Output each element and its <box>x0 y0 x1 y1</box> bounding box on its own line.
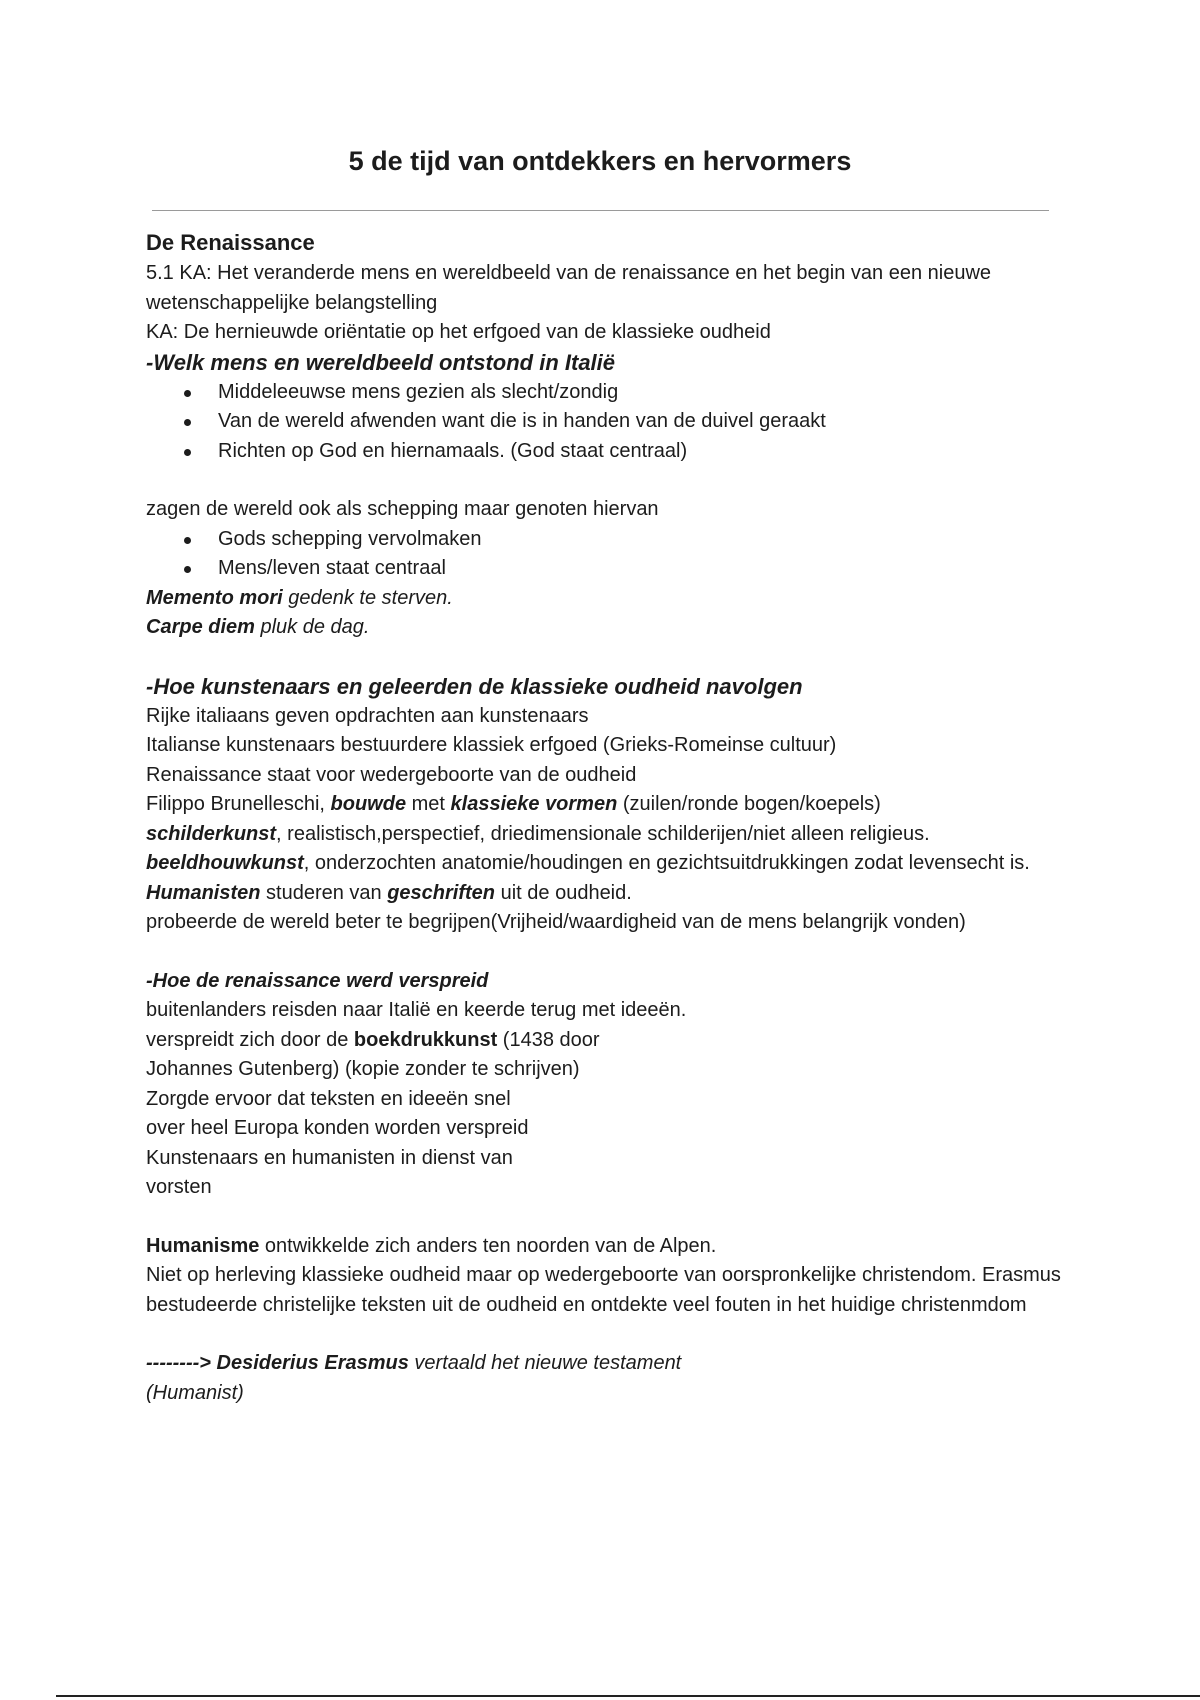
bullet-dot <box>184 537 191 544</box>
list-item: Van de wereld afwenden want die is in handen van de duivel geraakt <box>184 407 1066 437</box>
text-line: Italianse kunstenaars bestuurdere klassiek erfgoed (Grieks-Romeinse cultuur) <box>146 734 837 756</box>
list-item: Richten op God en hiernamaals. (God staat centraal) <box>184 437 1066 467</box>
humanisme-line: Humanisme ontwikkelde zich anders ten noorden van de Alpen. <box>146 1234 717 1257</box>
carpe-diem-term: Carpe diem <box>146 616 255 638</box>
schilderkunst-line: schilderkunst, realistisch,perspectief, driedimensionale schilderijen/niet alleen religieus. <box>146 822 930 845</box>
page-title: 5 de tijd van ontdekkers en hervormers <box>348 146 852 176</box>
bullet-dot <box>184 390 191 397</box>
arrow-icon: --------> <box>146 1352 217 1374</box>
ka-line-1: 5.1 KA: Het veranderde mens en wereldbeeld van de renaissance en het begin van een nieuwe wetenschappelijke belangstelling <box>146 262 992 314</box>
spacer <box>146 938 1066 967</box>
text-line: Renaissance staat voor wedergeboorte van de oudheid <box>146 763 637 786</box>
memento-mori-line: Memento mori gedenk te sterven. <box>146 586 453 609</box>
intro-renaissance-line: zagen de wereld ook als schepping maar genoten hiervan <box>146 498 659 520</box>
spacer <box>146 466 1066 495</box>
text-line: Zorgde ervoor dat teksten en ideeën snel <box>146 1087 511 1110</box>
bullet-dot <box>184 566 191 573</box>
bullet-list-renaissance <box>146 525 1066 584</box>
text-line: vorsten <box>146 1176 212 1198</box>
humanisten-line: Humanisten studeren van geschriften uit de oudheid. <box>146 881 632 904</box>
page-bottom-divider <box>56 1695 1200 1697</box>
bullet-dot <box>184 419 191 426</box>
text-line: over heel Europa konden worden verspreid <box>146 1117 529 1139</box>
list-item: Middeleeuwse mens gezien als slecht/zondig <box>184 378 1066 408</box>
text-line: Rijke italiaans geven opdrachten aan kunstenaars <box>146 704 589 727</box>
list-item: Gods schepping vervolmaken <box>184 525 1066 555</box>
question-heading-verspreiding: -Hoe de renaissance werd verspreid <box>146 969 489 992</box>
erasmus-line: --------> Desiderius Erasmus vertaald het nieuwe testament <box>146 1352 682 1374</box>
bullet-dot <box>184 449 191 456</box>
text-line: buitenlanders reisden naar Italië en keerde terug met ideeën. <box>146 999 687 1021</box>
text-line: probeerde de wereld beter te begrijpen(Vrijheid/waardigheid van de mens belangrijk vonden) <box>146 911 966 933</box>
brunelleschi-line: Filippo Brunelleschi, bouwde met klassieke vormen (zuilen/ronde bogen/koepels) <box>146 793 881 815</box>
spacer <box>146 1203 1066 1232</box>
ka-line-2: KA: De hernieuwde oriëntatie op het erfgoed van de klassieke oudheid <box>146 321 771 343</box>
title-divider <box>152 210 1049 211</box>
question-heading-kunstenaars: -Hoe kunstenaars en geleerden de klassieke oudheid navolgen <box>146 673 803 699</box>
humanisme-paragraph: Niet op herleving klassieke oudheid maar op wedergeboorte van oorspronkelijke christendom. Erasmus bestudeerde christelijke teksten uit de oudheid en ontdekte veel fouten in het huidige christenmdom <box>146 1264 1061 1316</box>
bullet-list-middeleeuwen <box>146 378 1066 467</box>
document-body <box>146 227 1066 1408</box>
text-line: Kunstenaars en humanisten in dienst van <box>146 1146 513 1169</box>
list-item: Mens/leven staat centraal <box>184 554 1066 584</box>
text-line: Johannes Gutenberg) (kopie zonder te schrijven) <box>146 1058 580 1080</box>
section-heading-renaissance: De Renaissance <box>146 230 315 255</box>
spacer <box>146 643 1066 672</box>
spacer <box>146 1320 1066 1349</box>
beeldhouwkunst-line: beeldhouwkunst, onderzochten anatomie/houdingen en gezichtsuitdrukkingen zodat levensecht is. <box>146 852 1030 874</box>
question-heading-wereldbeeld: -Welk mens en wereldbeeld ontstond in Italië <box>146 349 616 375</box>
memento-mori-term: Memento mori <box>146 586 283 609</box>
erasmus-role: (Humanist) <box>146 1381 244 1404</box>
boekdrukkunst-line: verspreidt zich door de boekdrukkunst (1438 door <box>146 1028 600 1051</box>
carpe-diem-line: Carpe diem pluk de dag. <box>146 616 370 638</box>
